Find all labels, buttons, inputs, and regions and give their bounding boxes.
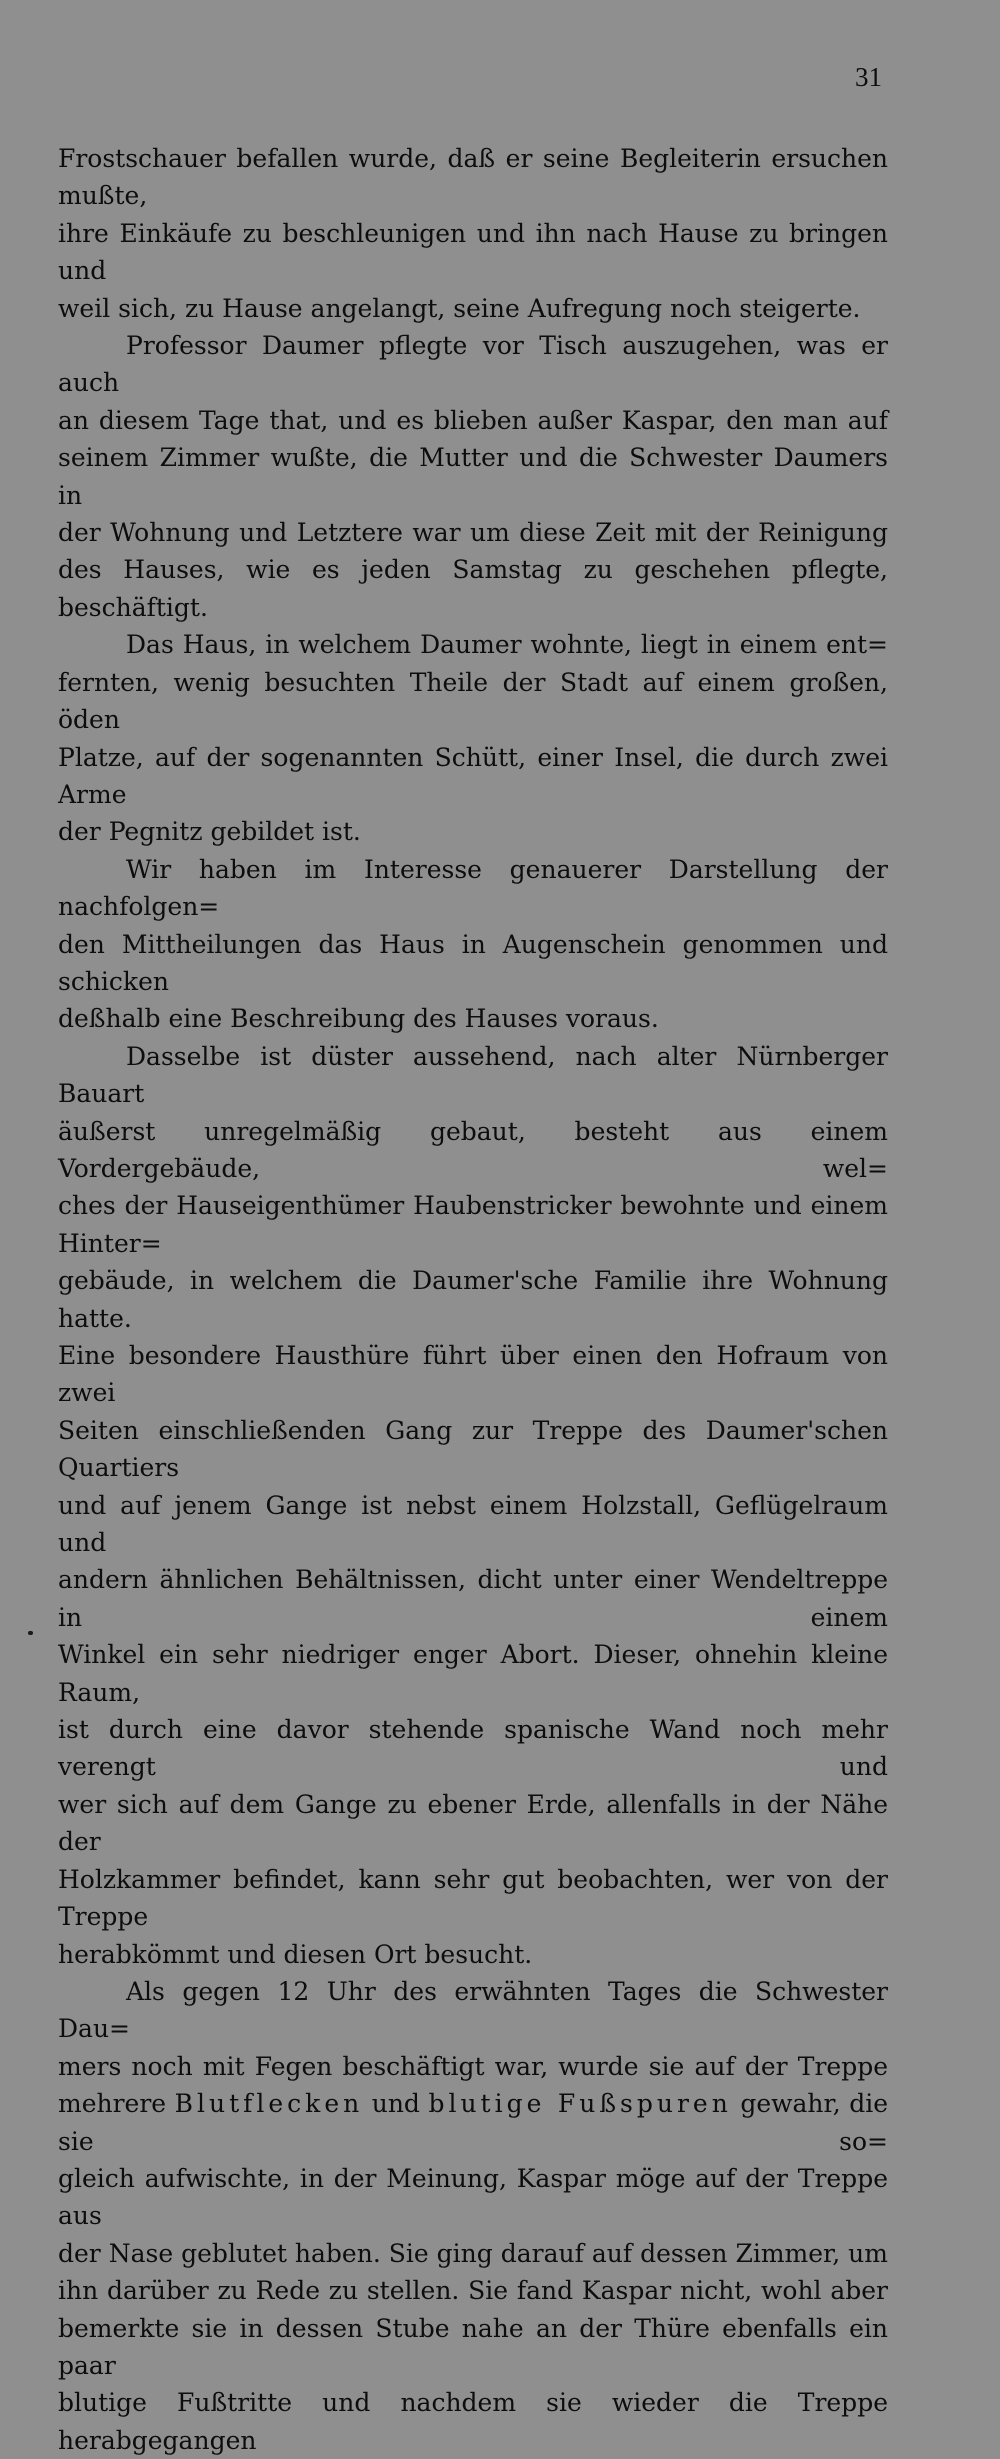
stray-ink-mark xyxy=(28,1631,33,1635)
text-line: deßhalb eine Beschreibung des Hauses voraus. xyxy=(58,1004,659,1034)
text-line: fernten, wenig besuchten Theile der Stadt auf einem großen, öden xyxy=(58,667,888,735)
text-line: Winkel ein sehr niedriger enger Abort. Dieser, ohnehin kleine Raum, xyxy=(58,1640,888,1707)
text-line: weil sich, zu Hause angelangt, seine Aufregung noch steigerte. xyxy=(58,293,861,323)
text-line: an diesem Tage that, und es blieben außer Kaspar, den man auf xyxy=(58,405,888,435)
emphasized-text: Blutflecken xyxy=(174,2089,364,2119)
text-line: Eine besondere Hausthüre führt über einen den Hofraum von zwei xyxy=(58,1341,888,1408)
text-line: andern ähnlichen Behältnissen, dicht unter einer Wendeltreppe in einem xyxy=(58,1565,888,1632)
emphasized-text: blutige Fußspuren xyxy=(428,2089,732,2119)
page-number: 31 xyxy=(855,62,882,92)
text-line: ihn darüber zu Rede zu stellen. Sie fand Kaspar nicht, wohl aber xyxy=(58,2276,888,2306)
text-line: Holzkammer befindet, kann sehr gut beobachten, wer von der Treppe xyxy=(58,1864,888,1932)
text-line: und auf jenem Gange ist nebst einem Holzstall, Geflügelraum und xyxy=(58,1490,888,1558)
text-line: mehrere Blutflecken und blutige Fußspuren gewahr, die sie so= xyxy=(58,2089,888,2156)
text-line: wer sich auf dem Gange zu ebener Erde, allenfalls in der Nähe der xyxy=(58,1789,888,1857)
text-line: Frostschauer befallen wurde, daß er seine Begleiterin ersuchen mußte, xyxy=(58,144,888,211)
text-line: mers noch mit Fegen beschäftigt war, wurde sie auf der Treppe xyxy=(58,2051,888,2081)
text-line: ist durch eine davor stehende spanische Wand noch mehr verengt und xyxy=(58,1715,888,1782)
text-line: Das Haus, in welchem Daumer wohnte, liegt in einem ent= xyxy=(126,630,888,660)
text-line: Als gegen 12 Uhr des erwähnten Tages die Schwester Dau= xyxy=(58,1976,888,2044)
text-line: Wir haben im Interesse genauerer Darstellung der nachfolgen= xyxy=(58,854,888,922)
text-line: äußerst unregelmäßig gebaut, besteht aus einem Vordergebäude, wel= xyxy=(58,1116,888,1183)
text-line: der Nase geblutet haben. Sie ging darauf auf dessen Zimmer, um xyxy=(58,2238,888,2268)
text-line: gleich aufwischte, in der Meinung, Kaspar möge auf der Treppe aus xyxy=(58,2163,888,2231)
text-line: blutige Fußtritte und nachdem sie wieder die Treppe herabgegangen xyxy=(58,2388,888,2455)
text-line: Professor Daumer pflegte vor Tisch auszugehen, was er auch xyxy=(58,331,888,398)
text-line: Dasselbe ist düster aussehend, nach alter Nürnberger Bauart xyxy=(58,1041,888,1109)
text-line: der Wohnung und Letztere war um diese Zeit mit der Reinigung xyxy=(58,518,888,548)
text-line: des Hauses, wie es jeden Samstag zu geschehen pflegte, beschäftigt. xyxy=(58,555,888,622)
text-line: ihre Einkäufe zu beschleunigen und ihn nach Hause zu bringen und xyxy=(58,218,888,286)
text-line: gebäude, in welchem die Daumer'sche Familie ihre Wohnung hatte. xyxy=(58,1266,888,1333)
text-line: Seiten einschließenden Gang zur Treppe des Daumer'schen Quartiers xyxy=(58,1415,888,1483)
text-line: den Mittheilungen das Haus in Augenschein genommen und schicken xyxy=(58,929,888,996)
text-line: ches der Hauseigenthümer Haubenstricker bewohnte und einem Hinter= xyxy=(58,1191,888,1258)
text-line: seinem Zimmer wußte, die Mutter und die Schwester Daumers in xyxy=(58,443,888,510)
text-line: herabkömmt und diesen Ort besucht. xyxy=(58,1939,533,1969)
text-line: der Pegnitz gebildet ist. xyxy=(58,817,361,847)
body-text xyxy=(58,140,888,2459)
text-line: Platze, auf der sogenannten Schütt, einer Insel, die durch zwei Arme xyxy=(58,742,888,809)
text-line: bemerkte sie in dessen Stube nahe an der Thüre ebenfalls ein paar xyxy=(58,2313,888,2380)
